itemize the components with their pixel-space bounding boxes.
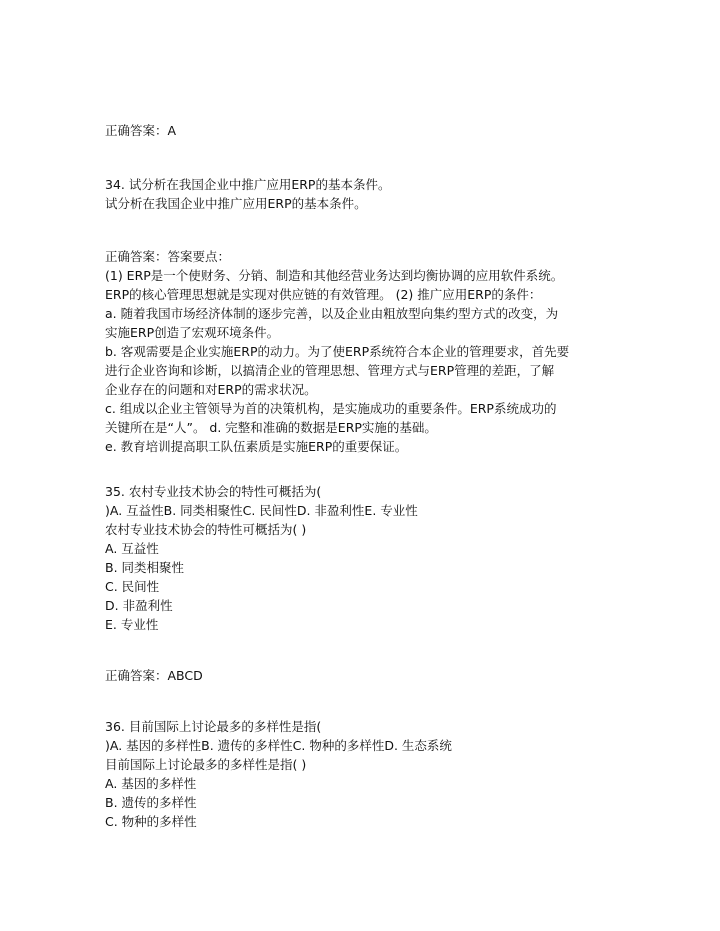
answer-line: 关键所在是“人”。 d. 完整和准确的数据是ERP实施的基础。 xyxy=(105,420,437,435)
q33-answer: 正确答案：A xyxy=(105,123,177,138)
answer-label: 正确答案：答案要点： xyxy=(105,249,231,264)
question-35-stem: 农村专业技术协会的特性可概括为( ) xyxy=(105,522,307,537)
question-34-stem: 试分析在我国企业中推广应用ERP的基本条件。 xyxy=(105,196,367,211)
option-item: A. 基因的多样性 xyxy=(105,776,197,791)
answer-line: 企业存在的问题和对ERP的需求状况。 xyxy=(105,382,317,397)
question-36-stem: 目前国际上讨论最多的多样性是指( ) xyxy=(105,757,307,772)
question-35-answer: 正确答案：ABCD xyxy=(105,668,203,683)
question-34-answer xyxy=(105,247,569,456)
answer-line: a. 随着我国市场经济体制的逐步完善，以及企业由粗放型向集约型方式的改变，为 xyxy=(105,306,559,321)
option-item: B. 同类相聚性 xyxy=(105,560,185,575)
question-36 xyxy=(105,717,452,831)
answer-line: 进行企业咨询和诊断，以搞清企业的管理思想、管理方式与ERP管理的差距，了解 xyxy=(105,363,555,378)
option-item: A. 互益性 xyxy=(105,541,159,556)
question-36-title: 36. 目前国际上讨论最多的多样性是指( xyxy=(105,719,322,734)
option-item: E. 专业性 xyxy=(105,617,159,632)
option-item: C. 物种的多样性 xyxy=(105,814,197,829)
answer-line: (1) ERP是一个使财务、分销、制造和其他经营业务达到均衡协调的应用软件系统。 xyxy=(105,268,564,283)
question-34 xyxy=(105,175,390,213)
question-35-options-inline: )A. 互益性B. 同类相聚性C. 民间性D. 非盈利性E. 专业性 xyxy=(105,503,418,518)
option-item: B. 遗传的多样性 xyxy=(105,795,197,810)
answer-line: e. 教育培训提高职工队伍素质是实施ERP的重要保证。 xyxy=(105,439,408,454)
answer-line: ERP的核心管理思想就是实现对供应链的有效管理。 (2) 推广应用ERP的条件： xyxy=(105,287,542,302)
question-36-options-inline: )A. 基因的多样性B. 遗传的多样性C. 物种的多样性D. 生态系统 xyxy=(105,738,452,753)
question-34-title: 34. 试分析在我国企业中推广应用ERP的基本条件。 xyxy=(105,177,391,192)
question-35 xyxy=(105,482,418,634)
answer-line: c. 组成以企业主管领导为首的决策机构，是实施成功的重要条件。ERP系统成功的 xyxy=(105,401,557,416)
option-item: D. 非盈利性 xyxy=(105,598,173,613)
answer-line: b. 客观需要是企业实施ERP的动力。为了使ERP系统符合本企业的管理要求，首先要 xyxy=(105,344,570,359)
answer-line: 实施ERP创造了宏观环境条件。 xyxy=(105,325,280,340)
question-35-title: 35. 农村专业技术协会的特性可概括为( xyxy=(105,484,322,499)
option-item: C. 民间性 xyxy=(105,579,160,594)
